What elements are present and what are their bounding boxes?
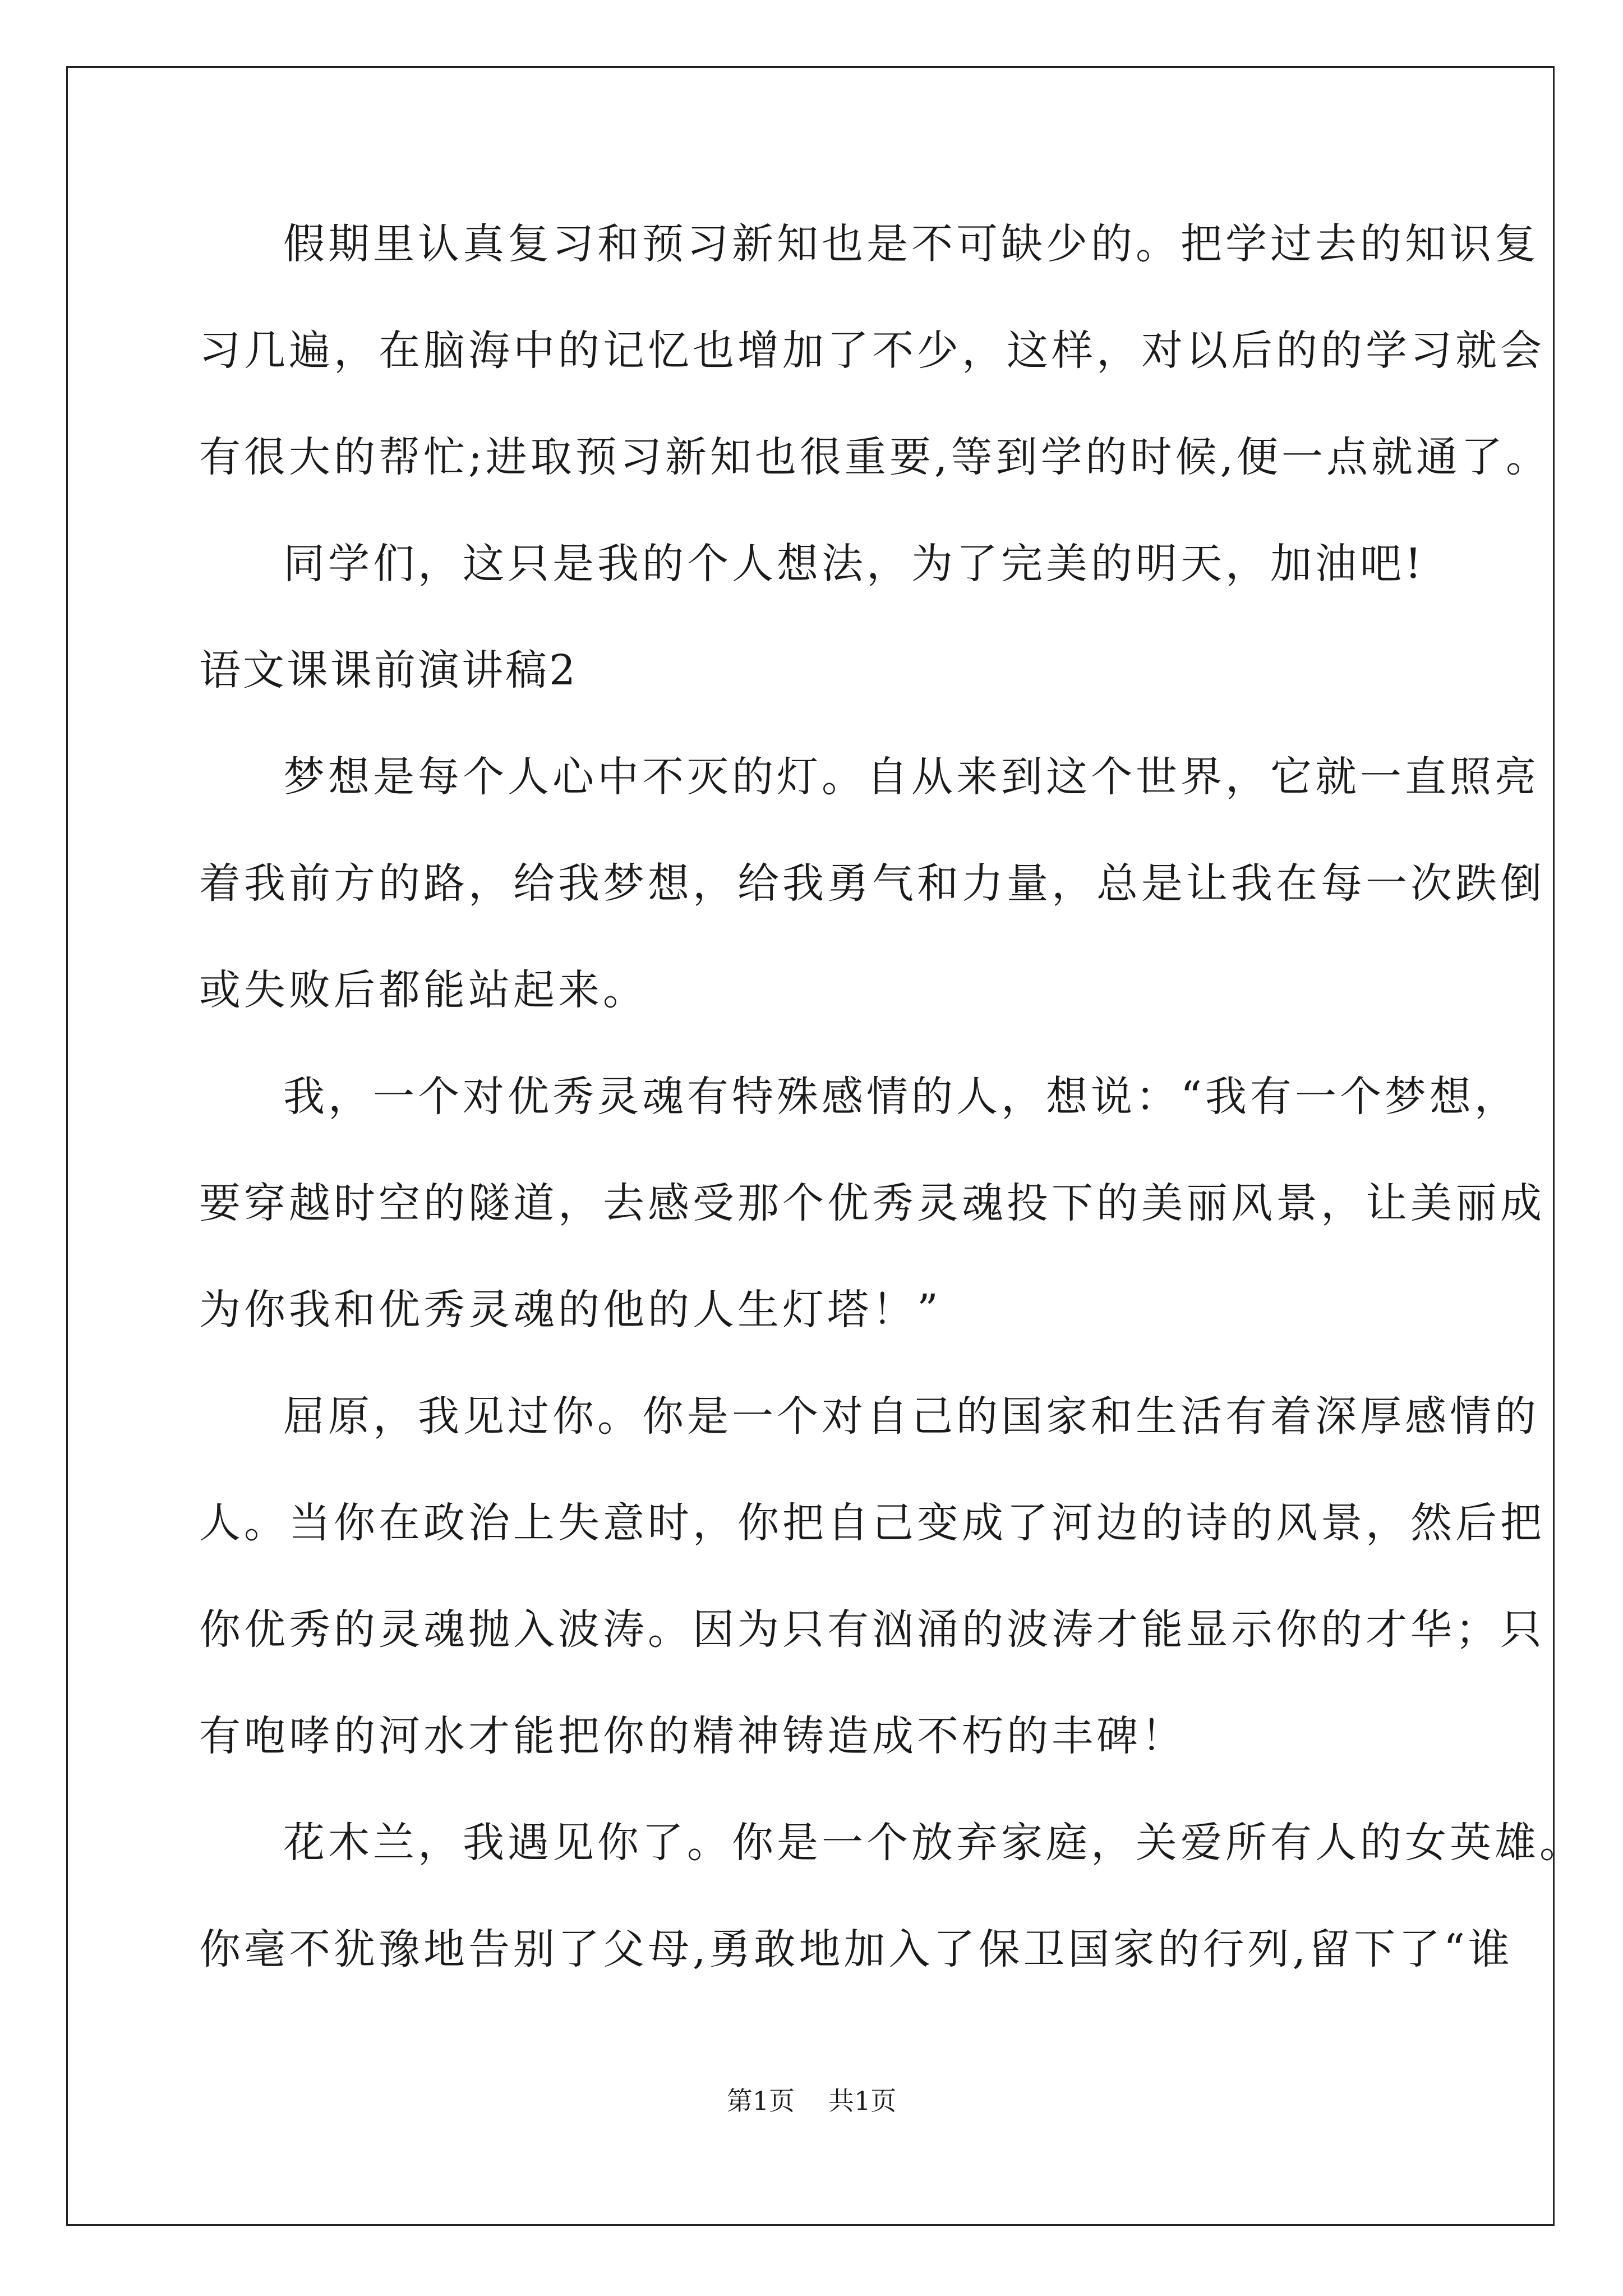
paragraph-line: 有很大的帮忙;进取预习新知也很重要,等到学的时候,便一点就通了。	[199, 433, 1551, 481]
paragraph-line: 同学们，这只是我的个人想法，为了完美的明天，加油吧!	[283, 540, 1425, 588]
section-heading: 语文课课前演讲稿2	[199, 646, 578, 694]
page-number-total: 共1页	[828, 2086, 897, 2116]
paragraph-line: 或失败后都能站起来。	[199, 966, 648, 1014]
paragraph-line: 有咆哮的河水才能把你的精神铸造成不朽的丰碑！	[199, 1712, 1186, 1760]
paragraph-line: 为你我和优秀灵魂的他的人生灯塔！”	[199, 1286, 942, 1334]
paragraph-line: 假期里认真复习和预习新知也是不可缺少的。把学过去的知识复	[283, 220, 1539, 268]
page-footer	[0, 2084, 1623, 2118]
paragraph-line: 我，一个对优秀灵魂有特殊感情的人，想说：“我有一个梦想，	[283, 1073, 1519, 1121]
paragraph-line: 梦想是每个人心中不灭的灯。自从来到这个世界，它就一直照亮	[283, 753, 1539, 801]
paragraph-line: 着我前方的路，给我梦想，给我勇气和力量，总是让我在每一次跌倒	[199, 859, 1545, 908]
paragraph-line: 你毫不犹豫地告别了父母,勇敢地加入了保卫国家的行列,留下了“谁	[199, 1925, 1513, 1973]
document-body	[199, 213, 1584, 2025]
page-number-current: 第1页	[726, 2086, 795, 2116]
paragraph-line: 要穿越时空的隧道，去感受那个优秀灵魂投下的美丽风景，让美丽成	[199, 1179, 1545, 1227]
paragraph-line: 你优秀的灵魂抛入波涛。因为只有汹涌的波涛才能显示你的才华；只	[199, 1605, 1545, 1654]
paragraph-line: 人。当你在政治上失意时，你把自己变成了河边的诗的风景，然后把	[199, 1499, 1545, 1547]
paragraph-line: 屈原，我见过你。你是一个对自己的国家和生活有着深厚感情的	[283, 1392, 1539, 1441]
paragraph-line: 习几遍，在脑海中的记忆也增加了不少，这样，对以后的的学习就会	[199, 326, 1545, 375]
paragraph-line: 花木兰，我遇见你了。你是一个放弃家庭，关爱所有人的女英雄。	[283, 1819, 1584, 1867]
